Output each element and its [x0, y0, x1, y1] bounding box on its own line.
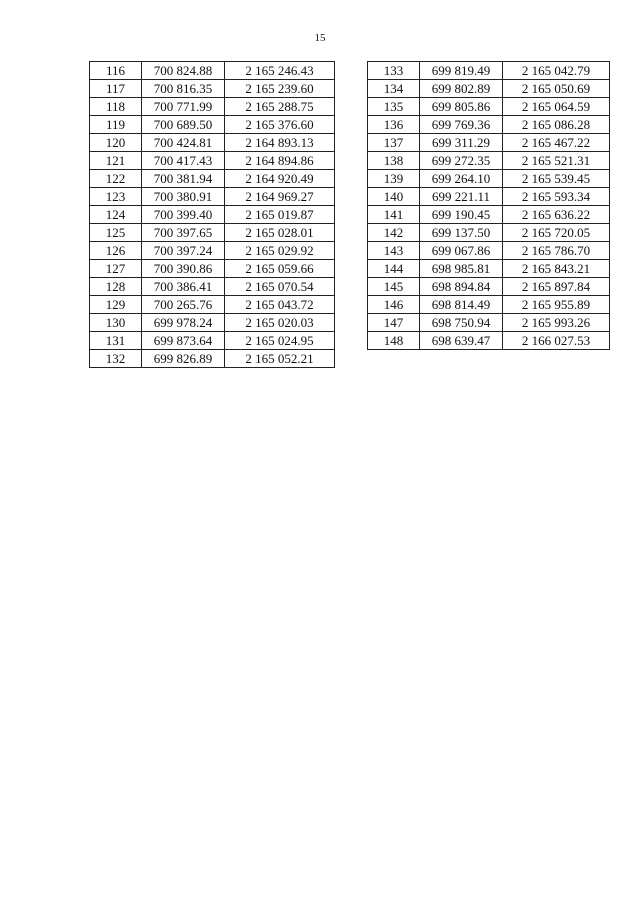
y-coordinate-cell: 2 165 720.05 — [503, 224, 610, 242]
x-coordinate-cell: 699 190.45 — [420, 206, 503, 224]
coordinates-table-right — [367, 61, 610, 350]
point-number-cell: 119 — [90, 116, 142, 134]
point-number-cell: 127 — [90, 260, 142, 278]
x-coordinate-cell: 699 137.50 — [420, 224, 503, 242]
y-coordinate-cell: 2 165 239.60 — [225, 80, 335, 98]
x-coordinate-cell: 698 985.81 — [420, 260, 503, 278]
point-number-cell: 134 — [368, 80, 420, 98]
x-coordinate-cell: 698 894.84 — [420, 278, 503, 296]
y-coordinate-cell: 2 165 042.79 — [503, 62, 610, 80]
x-coordinate-cell: 700 380.91 — [142, 188, 225, 206]
x-coordinate-cell: 699 221.11 — [420, 188, 503, 206]
point-number-cell: 124 — [90, 206, 142, 224]
y-coordinate-cell: 2 165 288.75 — [225, 98, 335, 116]
x-coordinate-cell: 700 390.86 — [142, 260, 225, 278]
y-coordinate-cell: 2 165 897.84 — [503, 278, 610, 296]
point-number-cell: 126 — [90, 242, 142, 260]
point-number-cell: 133 — [368, 62, 420, 80]
y-coordinate-cell: 2 166 027.53 — [503, 332, 610, 350]
point-number-cell: 138 — [368, 152, 420, 170]
point-number-cell: 120 — [90, 134, 142, 152]
table-row — [90, 152, 335, 170]
x-coordinate-cell: 700 689.50 — [142, 116, 225, 134]
y-coordinate-cell: 2 165 993.26 — [503, 314, 610, 332]
point-number-cell: 129 — [90, 296, 142, 314]
table-row — [90, 278, 335, 296]
y-coordinate-cell: 2 164 894.86 — [225, 152, 335, 170]
y-coordinate-cell: 2 165 636.22 — [503, 206, 610, 224]
x-coordinate-cell: 700 381.94 — [142, 170, 225, 188]
x-coordinate-cell: 700 397.65 — [142, 224, 225, 242]
y-coordinate-cell: 2 165 376.60 — [225, 116, 335, 134]
table-row — [90, 242, 335, 260]
y-coordinate-cell: 2 165 593.34 — [503, 188, 610, 206]
point-number-cell: 146 — [368, 296, 420, 314]
table-row — [368, 80, 610, 98]
y-coordinate-cell: 2 164 893.13 — [225, 134, 335, 152]
table-row — [368, 152, 610, 170]
table-row — [368, 134, 610, 152]
y-coordinate-cell: 2 165 246.43 — [225, 62, 335, 80]
table-row — [368, 98, 610, 116]
point-number-cell: 142 — [368, 224, 420, 242]
table-row — [368, 260, 610, 278]
table-row — [90, 170, 335, 188]
x-coordinate-cell: 699 272.35 — [420, 152, 503, 170]
x-coordinate-cell: 700 265.76 — [142, 296, 225, 314]
x-coordinate-cell: 699 264.10 — [420, 170, 503, 188]
page-number: 15 — [314, 32, 326, 44]
point-number-cell: 139 — [368, 170, 420, 188]
y-coordinate-cell: 2 165 843.21 — [503, 260, 610, 278]
table-row — [368, 332, 610, 350]
table-row — [90, 224, 335, 242]
x-coordinate-cell: 699 769.36 — [420, 116, 503, 134]
y-coordinate-cell: 2 165 020.03 — [225, 314, 335, 332]
point-number-cell: 145 — [368, 278, 420, 296]
x-coordinate-cell: 700 399.40 — [142, 206, 225, 224]
point-number-cell: 140 — [368, 188, 420, 206]
table-row — [90, 332, 335, 350]
x-coordinate-cell: 699 311.29 — [420, 134, 503, 152]
y-coordinate-cell: 2 165 028.01 — [225, 224, 335, 242]
x-coordinate-cell: 698 814.49 — [420, 296, 503, 314]
y-coordinate-cell: 2 165 052.21 — [225, 350, 335, 368]
table-row — [368, 206, 610, 224]
point-number-cell: 147 — [368, 314, 420, 332]
point-number-cell: 117 — [90, 80, 142, 98]
y-coordinate-cell: 2 165 024.95 — [225, 332, 335, 350]
point-number-cell: 131 — [90, 332, 142, 350]
point-number-cell: 135 — [368, 98, 420, 116]
x-coordinate-cell: 699 978.24 — [142, 314, 225, 332]
y-coordinate-cell: 2 165 539.45 — [503, 170, 610, 188]
x-coordinate-cell: 700 417.43 — [142, 152, 225, 170]
y-coordinate-cell: 2 165 070.54 — [225, 278, 335, 296]
x-coordinate-cell: 700 424.81 — [142, 134, 225, 152]
table-row — [90, 314, 335, 332]
x-coordinate-cell: 699 826.89 — [142, 350, 225, 368]
y-coordinate-cell: 2 165 050.69 — [503, 80, 610, 98]
point-number-cell: 148 — [368, 332, 420, 350]
x-coordinate-cell: 700 816.35 — [142, 80, 225, 98]
point-number-cell: 122 — [90, 170, 142, 188]
table-row — [368, 224, 610, 242]
y-coordinate-cell: 2 165 029.92 — [225, 242, 335, 260]
point-number-cell: 141 — [368, 206, 420, 224]
x-coordinate-cell: 699 819.49 — [420, 62, 503, 80]
table-row — [90, 260, 335, 278]
x-coordinate-cell: 700 824.88 — [142, 62, 225, 80]
table-row — [368, 170, 610, 188]
table-row — [368, 116, 610, 134]
point-number-cell: 128 — [90, 278, 142, 296]
table-row — [90, 206, 335, 224]
table-row — [90, 116, 335, 134]
table-row — [90, 134, 335, 152]
y-coordinate-cell: 2 165 955.89 — [503, 296, 610, 314]
x-coordinate-cell: 700 397.24 — [142, 242, 225, 260]
coordinates-table-right-body — [368, 62, 610, 350]
table-row — [368, 242, 610, 260]
y-coordinate-cell: 2 165 086.28 — [503, 116, 610, 134]
table-row — [368, 314, 610, 332]
y-coordinate-cell: 2 164 920.49 — [225, 170, 335, 188]
coordinates-table-left — [89, 61, 335, 368]
point-number-cell: 125 — [90, 224, 142, 242]
point-number-cell: 130 — [90, 314, 142, 332]
y-coordinate-cell: 2 165 043.72 — [225, 296, 335, 314]
point-number-cell: 118 — [90, 98, 142, 116]
y-coordinate-cell: 2 165 019.87 — [225, 206, 335, 224]
x-coordinate-cell: 698 639.47 — [420, 332, 503, 350]
point-number-cell: 144 — [368, 260, 420, 278]
table-row — [368, 62, 610, 80]
point-number-cell: 137 — [368, 134, 420, 152]
y-coordinate-cell: 2 165 064.59 — [503, 98, 610, 116]
x-coordinate-cell: 699 805.86 — [420, 98, 503, 116]
x-coordinate-cell: 700 386.41 — [142, 278, 225, 296]
point-number-cell: 136 — [368, 116, 420, 134]
y-coordinate-cell: 2 165 786.70 — [503, 242, 610, 260]
coordinates-table-left-body — [90, 62, 335, 368]
point-number-cell: 116 — [90, 62, 142, 80]
y-coordinate-cell: 2 165 521.31 — [503, 152, 610, 170]
x-coordinate-cell: 699 873.64 — [142, 332, 225, 350]
x-coordinate-cell: 699 067.86 — [420, 242, 503, 260]
table-row — [90, 350, 335, 368]
table-row — [90, 188, 335, 206]
point-number-cell: 121 — [90, 152, 142, 170]
table-row — [90, 98, 335, 116]
x-coordinate-cell: 700 771.99 — [142, 98, 225, 116]
table-row — [90, 80, 335, 98]
point-number-cell: 123 — [90, 188, 142, 206]
table-row — [368, 296, 610, 314]
point-number-cell: 132 — [90, 350, 142, 368]
table-row — [368, 278, 610, 296]
y-coordinate-cell: 2 165 467.22 — [503, 134, 610, 152]
x-coordinate-cell: 698 750.94 — [420, 314, 503, 332]
y-coordinate-cell: 2 165 059.66 — [225, 260, 335, 278]
table-row — [368, 188, 610, 206]
x-coordinate-cell: 699 802.89 — [420, 80, 503, 98]
point-number-cell: 143 — [368, 242, 420, 260]
table-row — [90, 62, 335, 80]
table-row — [90, 296, 335, 314]
y-coordinate-cell: 2 164 969.27 — [225, 188, 335, 206]
